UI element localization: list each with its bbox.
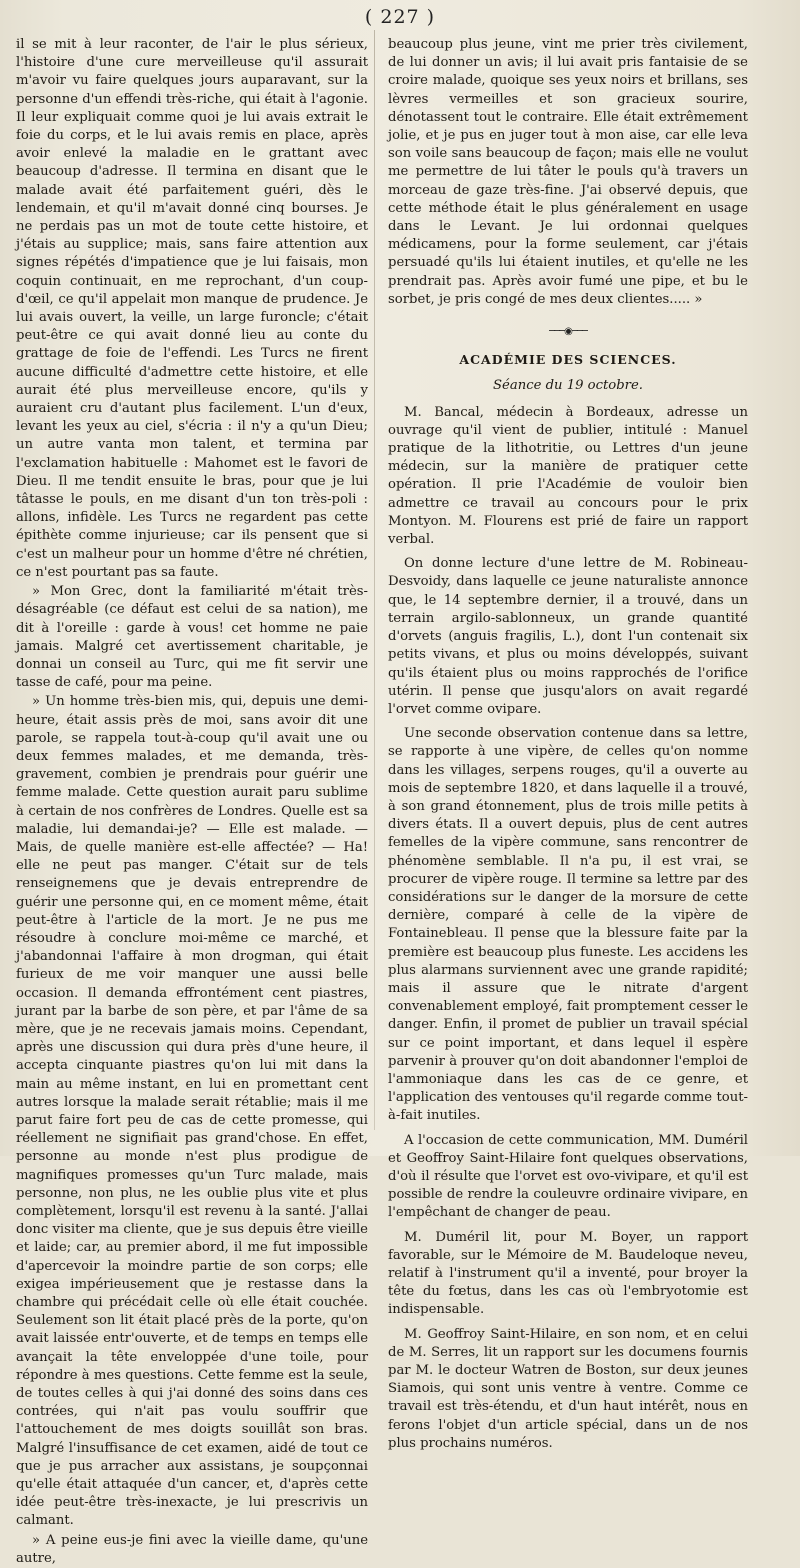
paragraph: beaucoup plus jeune, vint me prier très civilement, de lui donner un avis; il lui avait pris fantaisie de se croire malade, quoique ses yeux noirs et brillans, ses lèvres vermeilles et son gracieux sourire, dénotassent tout le contraire. Elle était extrêmement jolie, et je pus en juger tout à mon aise, car elle leva son voile sans beaucoup de façon; mais elle ne voulut me permettre de lui tâter le pouls qu'à travers un morceau de gaze très-fine. J'ai observé depuis, que cette méthode était le plus généralement en usage dans le Levant. Je lui ordonnai quelques médicamens, pour la forme seulement, car j'étais persuadé qu'ils lui étaient inutiles, et qu'elle ne les prendrait pas. Après avoir fumé une pipe, et bu le sorbet, je pris congé de mes deux clientes..... » (388, 37, 748, 307)
right-column (388, 36, 748, 1453)
paragraph: » Un homme très-bien mis, qui, depuis une demi-heure, était assis près de moi, sans avoir dit une parole, se rappela tout-à-coup qu'il avait une ou deux femmes malades, et me demanda, très-gravement, combien je prendrais pour guérir une femme malade. Cette question aurait paru sublime à certain de nos confrères de Londres. Quelle est sa maladie, lui demandai-je? — Elle est malade. — Mais, de quelle manière est-elle affectée? — Ha! elle ne peut pas manger. C'était sur de tels renseignemens que je devais entreprendre de guérir une personne qui, en ce moment même, était peut-être à l'article de la mort. Je ne pus me résoudre à conclure moi-même ce marché, et j'abandonnai l'affaire à mon drogman, qui était furieux de me voir manquer une aussi belle occasion. Il demanda effrontément cent piastres, jurant par la barbe de son père, et par l'âme de sa mère, que je ne recevais jamais moins. Cependant, après une discussion qui dura près d'une heure, il accepta cinquante piastres qu'on lui mit dans la main au même instant, en lui en promettant cent autres lorsque la malade serait rétablie; mais il me parut faire fort peu de cas de cette promesse, qui réellement ne signifiait pas grand'chose. En effet, personne au monde n'est plus prodigue de magnifiques promesses qu'un Turc malade, mais personne, non plus, ne les oublie plus vite et plus complètement, lorsqu'il est revenu à la santé. J'allai donc visiter ma cliente, que je sus depuis être vieille et laide; car, au premier abord, il me fut impossible d'apercevoir la moindre partie de son corps; elle exigea impérieusement que je restasse dans la chambre qui précédait celle où elle était couchée. Seulement son lit était placé près de la porte, qu'on avait laissée entr'ouverte, et de temps en temps elle avançait la tête enveloppée d'une toile, pour répondre à mes questions. Cette femme est la seule, de toutes celles à qui j'ai donné des soins dans ces contrées, qui n'ait pas voulu souffrir que l'attouchement de mes doigts souillât son bras. Malgré l'insuffisance de cet examen, aidé de tout ce que je pus arracher aux assistans, je soupçonnai qu'elle était attaquée d'un cancer, et, d'après cette idée peut-être très-inexacte, je lui prescrivis un calmant. (16, 694, 368, 1529)
section-title: ACADÉMIE DES SCIENCES. (459, 352, 677, 368)
column-gutter (374, 30, 375, 1130)
paragraph: » Mon Grec, dont la familiarité m'était très-désagréable (ce défaut est celui de sa nation), me dit à l'oreille : garde à vous! cet homme ne paie jamais. Malgré cet avertissement charitable, je donnai un conseil au Turc, qui me fit servir une tasse de café, pour ma peine. (16, 584, 368, 691)
paragraph: On donne lecture d'une lettre de M. Robineau-Desvoidy, dans laquelle ce jeune naturaliste annonce que, le 14 septembre dernier, il a trouvé, dans un terrain argilo-sablonneux, un grande quantité d'orvets (anguis fragilis, L.), dont l'un contenait six petits vivans, et plus ou moins développés, suivant qu'ils étaient plus ou moins rapprochés de l'orifice utérin. Il pense que jusqu'alors on avait regardé l'orvet comme ovipare. (388, 556, 748, 717)
paragraph: M. Duméril lit, pour M. Boyer, un rapport favorable, sur le Mémoire de M. Baudeloque neveu, relatif à l'instrument qu'il a inventé, pour broyer la tête du fœtus, dans les cas où l'embryotomie est indispensable. (388, 1229, 748, 1318)
page-number: ( 227 ) (364, 6, 436, 28)
paragraph: A l'occasion de cette communication, MM. Duméril et Geoffroy Saint-Hilaire font quelques observations, d'où il résulte que l'orvet est ovo-vivipare, et qu'il est possible de rendre la couleuvre ordinaire vivipare, en l'empêchant de changer de peau. (388, 1132, 748, 1221)
left-column (16, 36, 368, 1568)
paragraph: M. Geoffroy Saint-Hilaire, en son nom, et en celui de M. Serres, lit un rapport sur les documens fournis par M. le docteur Watren de Boston, sur deux jeunes Siamois, qui sont unis ventre à ventre. Comme ce travail est très-étendu, et d'un haut intérêt, nous en ferons l'objet d'un article spécial, dans un de nos plus prochains numéros. (388, 1326, 748, 1451)
section-divider-ornament: ───◉─── (549, 326, 587, 338)
paragraph: il se mit à leur raconter, de l'air le plus sérieux, l'histoire d'une cure merveilleuse qu'il assurait m'avoir vu faire quelques jours auparavant, sur la personne d'un effendi très-riche, qui était à l'agonie. Il leur expliquait comme quoi je lui avais extrait le foie du corps, et le lui avais remis en place, après avoir enlevé la maladie en le grattant avec beaucoup d'adresse. Il termina en disant que le malade avait été parfaitement guéri, dès le lendemain, et qu'il m'avait donné cinq bourses. Je ne perdais pas un mot de toute cette histoire, et j'étais au supplice; mais, sans faire attention aux signes répétés d'impatience que je lui faisais, mon coquin continuait, en me reprochant, d'un coup-d'œil, ce qu'il appelait mon manque de prudence. Je lui avais ouvert, la veille, un large furoncle; c'était peut-être ce qui avait donné lieu au conte du grattage de foie de l'effendi. Les Turcs ne firent aucune difficulté d'admettre cette histoire, et elle aurait été plus merveilleuse encore, qu'ils y auraient cru d'autant plus facilement. L'un d'eux, levant les yeux au ciel, s'écria : il n'y a qu'un Dieu; un autre vanta mon talent, et termina par l'exclamation habituelle : Mahomet est le favori de Dieu. Il me tendit ensuite le bras, pour que je lui tâtasse le pouls, en me disant d'un ton très-poli : allons, infidèle. Les Turcs ne regardent pas cette épithète comme injurieuse; car ils pensent que si c'est un malheur pour un homme d'être né chrétien, ce n'est pourtant pas sa faute. (16, 37, 368, 580)
paragraph: Une seconde observation contenue dans sa lettre, se rapporte à une vipère, de celles qu'on nomme dans les villages, serpens rouges, qu'il a ouverte au mois de septembre 1820, et dans laquelle il a trouvé, à son grand étonnement, plus de trois mille petits à divers états. Il a ouvert depuis, plus de cent autres femelles de la vipère commune, sans rencontrer de phénomène semblable. Il n'a pu, il est vrai, se procurer de vipère rouge. Il termine sa lettre par des considérations sur le danger de la morsure de cette dernière, comparé à celle de la vipère de Fontainebleau. Il pense que la blessure faite par la première est beaucoup plus funeste. Les accidens les plus alarmans surviennent avec une grande rapidité; mais il assure que le nitrate d'argent convenablement employé, fait promptement cesser le danger. Enfin, il promet de publier un travail spécial sur ce point important, et dans lequel il espère parvenir à prouver qu'on doit abandonner l'emploi de l'ammoniaque dans les cas de ce genre, et l'application des ventouses qu'il regarde comme tout-à-fait inutiles. (388, 726, 748, 1124)
paragraph: M. Bancal, médecin à Bordeaux, adresse un ouvrage qu'il vient de publier, intitulé : Manuel pratique de la lithotritie, ou Lettres d'un jeune médecin, sur la manière de pratiquer cette opération. Il prie l'Académie de vouloir bien admettre ce travail au concours pour le prix Montyon. M. Flourens est prié de faire un rapport verbal. (388, 404, 748, 548)
paragraph: » A peine eus-je fini avec la vieille dame, qu'une autre, (16, 1532, 368, 1566)
session-date: Séance du 19 octobre. (493, 378, 643, 394)
